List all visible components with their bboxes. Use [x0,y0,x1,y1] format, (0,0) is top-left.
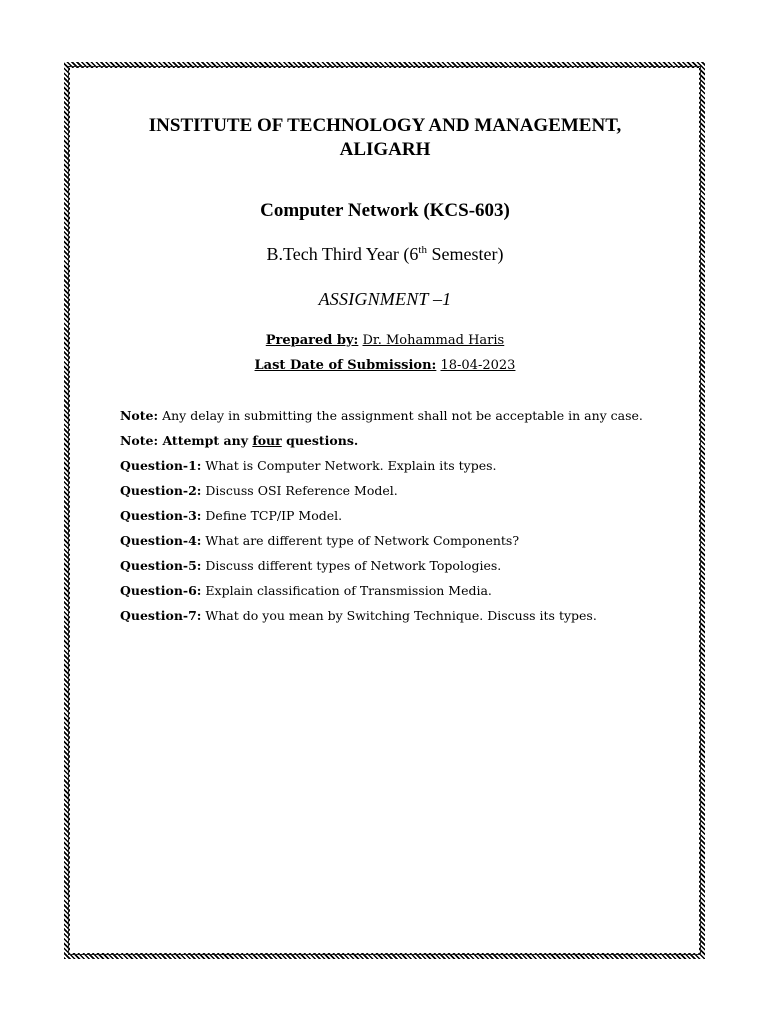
question-text: Explain classification of Transmission Media. [205,583,492,598]
note-attempt [120,433,358,448]
institute-title [70,114,700,162]
year-suffix: Semester) [426,244,504,264]
question-text: Discuss OSI Reference Model. [205,483,398,498]
question-label: Question-5: [120,558,202,573]
question-item [120,608,597,623]
question-label: Question-4: [120,533,202,548]
year-prefix: B.Tech Third Year (6 [266,244,419,264]
note-delay [120,408,643,423]
assignment-heading: ASSIGNMENT –1 [318,289,452,309]
note-delay-label: Note: [120,408,159,423]
submission-date [70,358,700,373]
year-superscript: th [418,244,427,256]
submission-date-label: Last Date of Submission: [254,358,437,373]
question-text: What is Computer Network. Explain its types. [205,458,497,473]
question-item [120,508,342,523]
question-text: Define TCP/IP Model. [205,508,343,523]
note-delay-text: Any delay in submitting the assignment shall not be acceptable in any case. [162,408,643,423]
question-item [120,558,501,573]
prepared-by-value: Dr. Mohammad Haris [362,333,505,348]
question-item [120,458,497,473]
institute-title-line2: ALIGARH [339,139,431,160]
note-attempt-part2: questions. [281,433,359,448]
program-year [70,244,700,265]
submission-date-value: 18-04-2023 [440,358,516,373]
question-text: Discuss different types of Network Topologies. [205,558,502,573]
question-label: Question-7: [120,608,202,623]
course-title: Computer Network (KCS-603) [260,200,510,221]
prepared-by [70,333,700,348]
note-attempt-part1: Note: Attempt any [120,433,253,448]
question-label: Question-3: [120,508,202,523]
question-text: What are different type of Network Components? [205,533,520,548]
question-label: Question-6: [120,583,202,598]
question-label: Question-1: [120,458,202,473]
institute-title-line1: INSTITUTE OF TECHNOLOGY AND MANAGEMENT, [148,115,622,136]
question-item [120,533,519,548]
note-attempt-emphasis: four [252,433,282,448]
question-label: Question-2: [120,483,202,498]
question-item [120,583,492,598]
prepared-by-label: Prepared by: [265,333,359,348]
question-text: What do you mean by Switching Technique. Discuss its types. [205,608,597,623]
question-item [120,483,398,498]
